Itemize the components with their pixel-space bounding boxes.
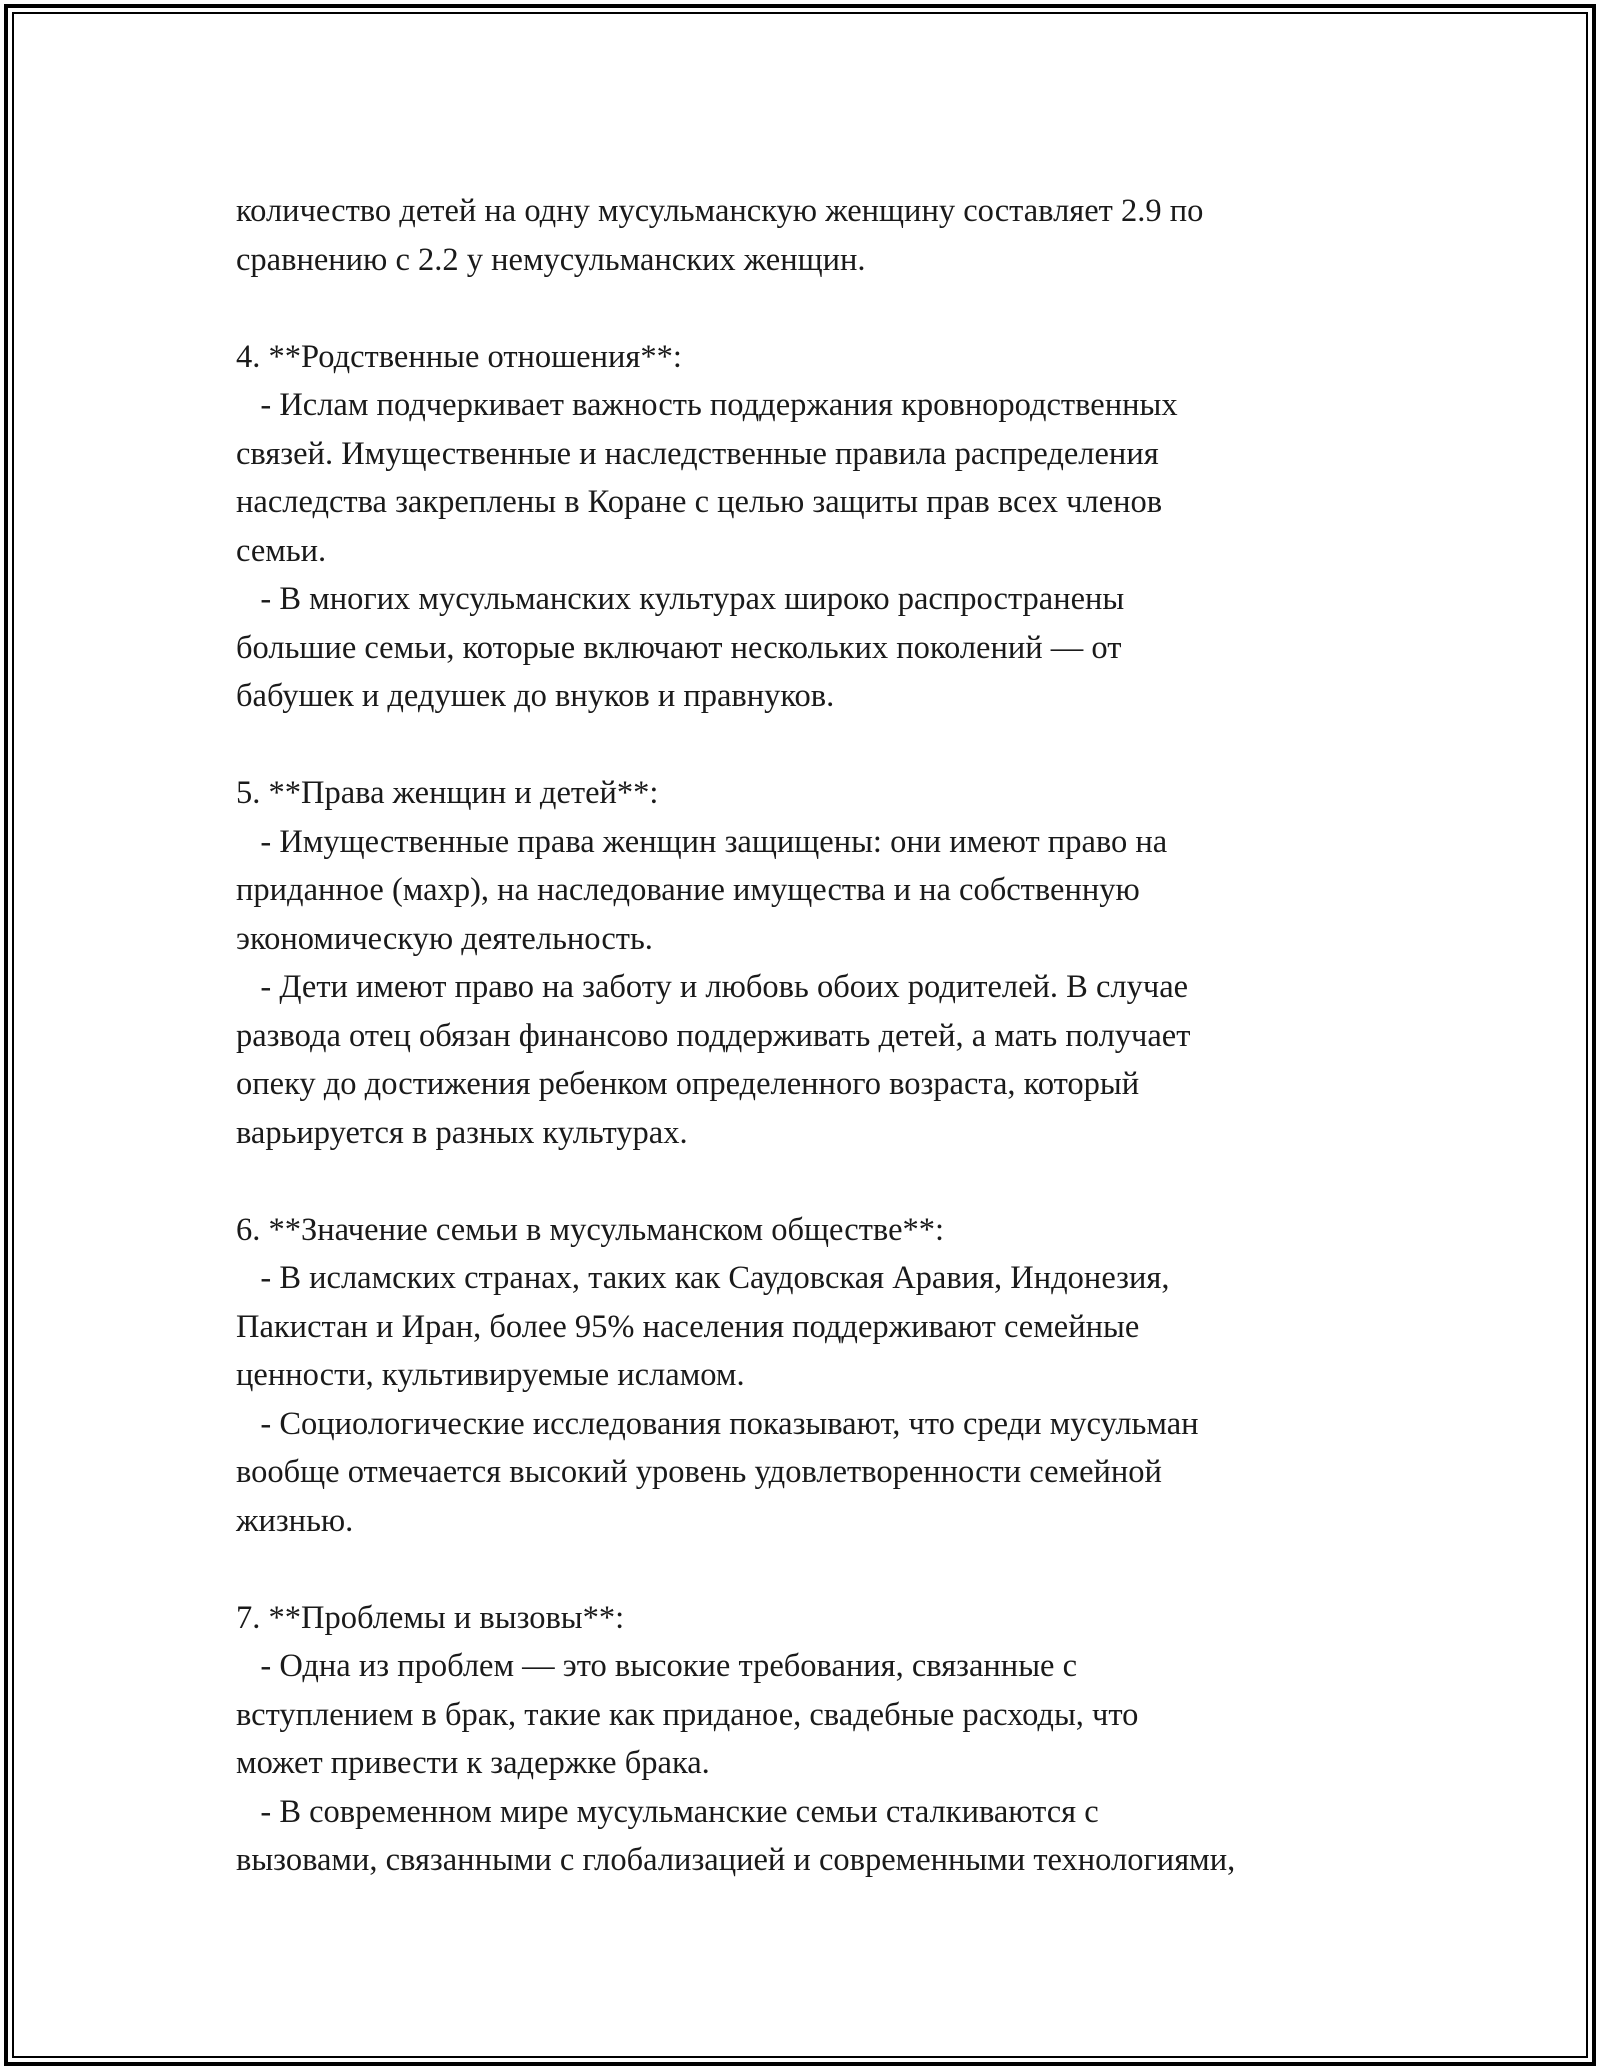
text-line: - Дети имеют право на заботу и любовь обоих родителей. В случае xyxy=(236,969,1189,1005)
text-line: - Имущественные права женщин защищены: они имеют право на xyxy=(236,823,1168,860)
text-line: - В современном мире мусульманские семьи сталкиваются с xyxy=(236,1793,1099,1830)
text-line: опеку до достижения ребенком определенного возраста, который xyxy=(236,1066,1140,1102)
text-line: может привести к задержке брака. xyxy=(236,1745,710,1781)
text-line: варьируется в разных культурах. xyxy=(236,1114,688,1151)
text-line: количество детей на одну мусульманскую женщину составляет 2.9 по xyxy=(236,193,1204,229)
text-line: наследства закреплены в Коране с целью защиты прав всех членов xyxy=(236,484,1163,520)
text-line: - В многих мусульманских культурах широко распространены xyxy=(236,581,1125,617)
text-line: - Одна из проблем — это высокие требования, связанные с xyxy=(236,1648,1078,1684)
text-line: - Ислам подчеркивает важность поддержания кровнородственных xyxy=(236,387,1178,423)
text-line: 4. **Родственные отношения**: xyxy=(236,338,682,375)
text-line: развода отец обязан финансово поддерживать детей, а мать получает xyxy=(236,1017,1191,1054)
text-line: вызовами, связанными с глобализацией и современными технологиями, xyxy=(236,1842,1236,1878)
text-line: семьи. xyxy=(236,532,327,569)
text-line: экономическую деятельность. xyxy=(236,920,653,957)
text-line: большие семьи, которые включают нескольких поколений — от xyxy=(236,629,1122,666)
blank-line xyxy=(236,1157,1416,1206)
blank-line xyxy=(236,721,1416,770)
text-line: вступлением в брак, такие как приданое, свадебные расходы, что xyxy=(236,1696,1139,1733)
text-line: ценности, культивируемые исламом. xyxy=(236,1357,745,1393)
text-line: связей. Имущественные и наследственные правила распределения xyxy=(236,435,1159,472)
text-line: 7. **Проблемы и вызовы**: xyxy=(236,1599,625,1636)
text-line: - В исламских странах, таких как Саудовская Аравия, Индонезия, xyxy=(236,1260,1170,1296)
text-line: жизнью. xyxy=(236,1502,354,1539)
text-line: приданное (махр), на наследование имущества и на собственную xyxy=(236,872,1140,908)
text-line: 5. **Права женщин и детей**: xyxy=(236,775,659,811)
text-line: - Социологические исследования показывают, что среди мусульман xyxy=(236,1405,1199,1442)
text-line: бабушек и дедушек до внуков и правнуков. xyxy=(236,678,835,714)
text-line: сравнению с 2.2 у немусульманских женщин. xyxy=(236,241,866,278)
text-line: Пакистан и Иран, более 95% населения поддерживают семейные xyxy=(236,1308,1140,1345)
blank-line xyxy=(236,284,1416,333)
document-body xyxy=(236,187,1416,1885)
blank-line xyxy=(236,1545,1416,1594)
text-line: 6. **Значение семьи в мусульманском обществе**: xyxy=(236,1211,945,1248)
text-line: вообще отмечается высокий уровень удовлетворенности семейной xyxy=(236,1454,1162,1490)
